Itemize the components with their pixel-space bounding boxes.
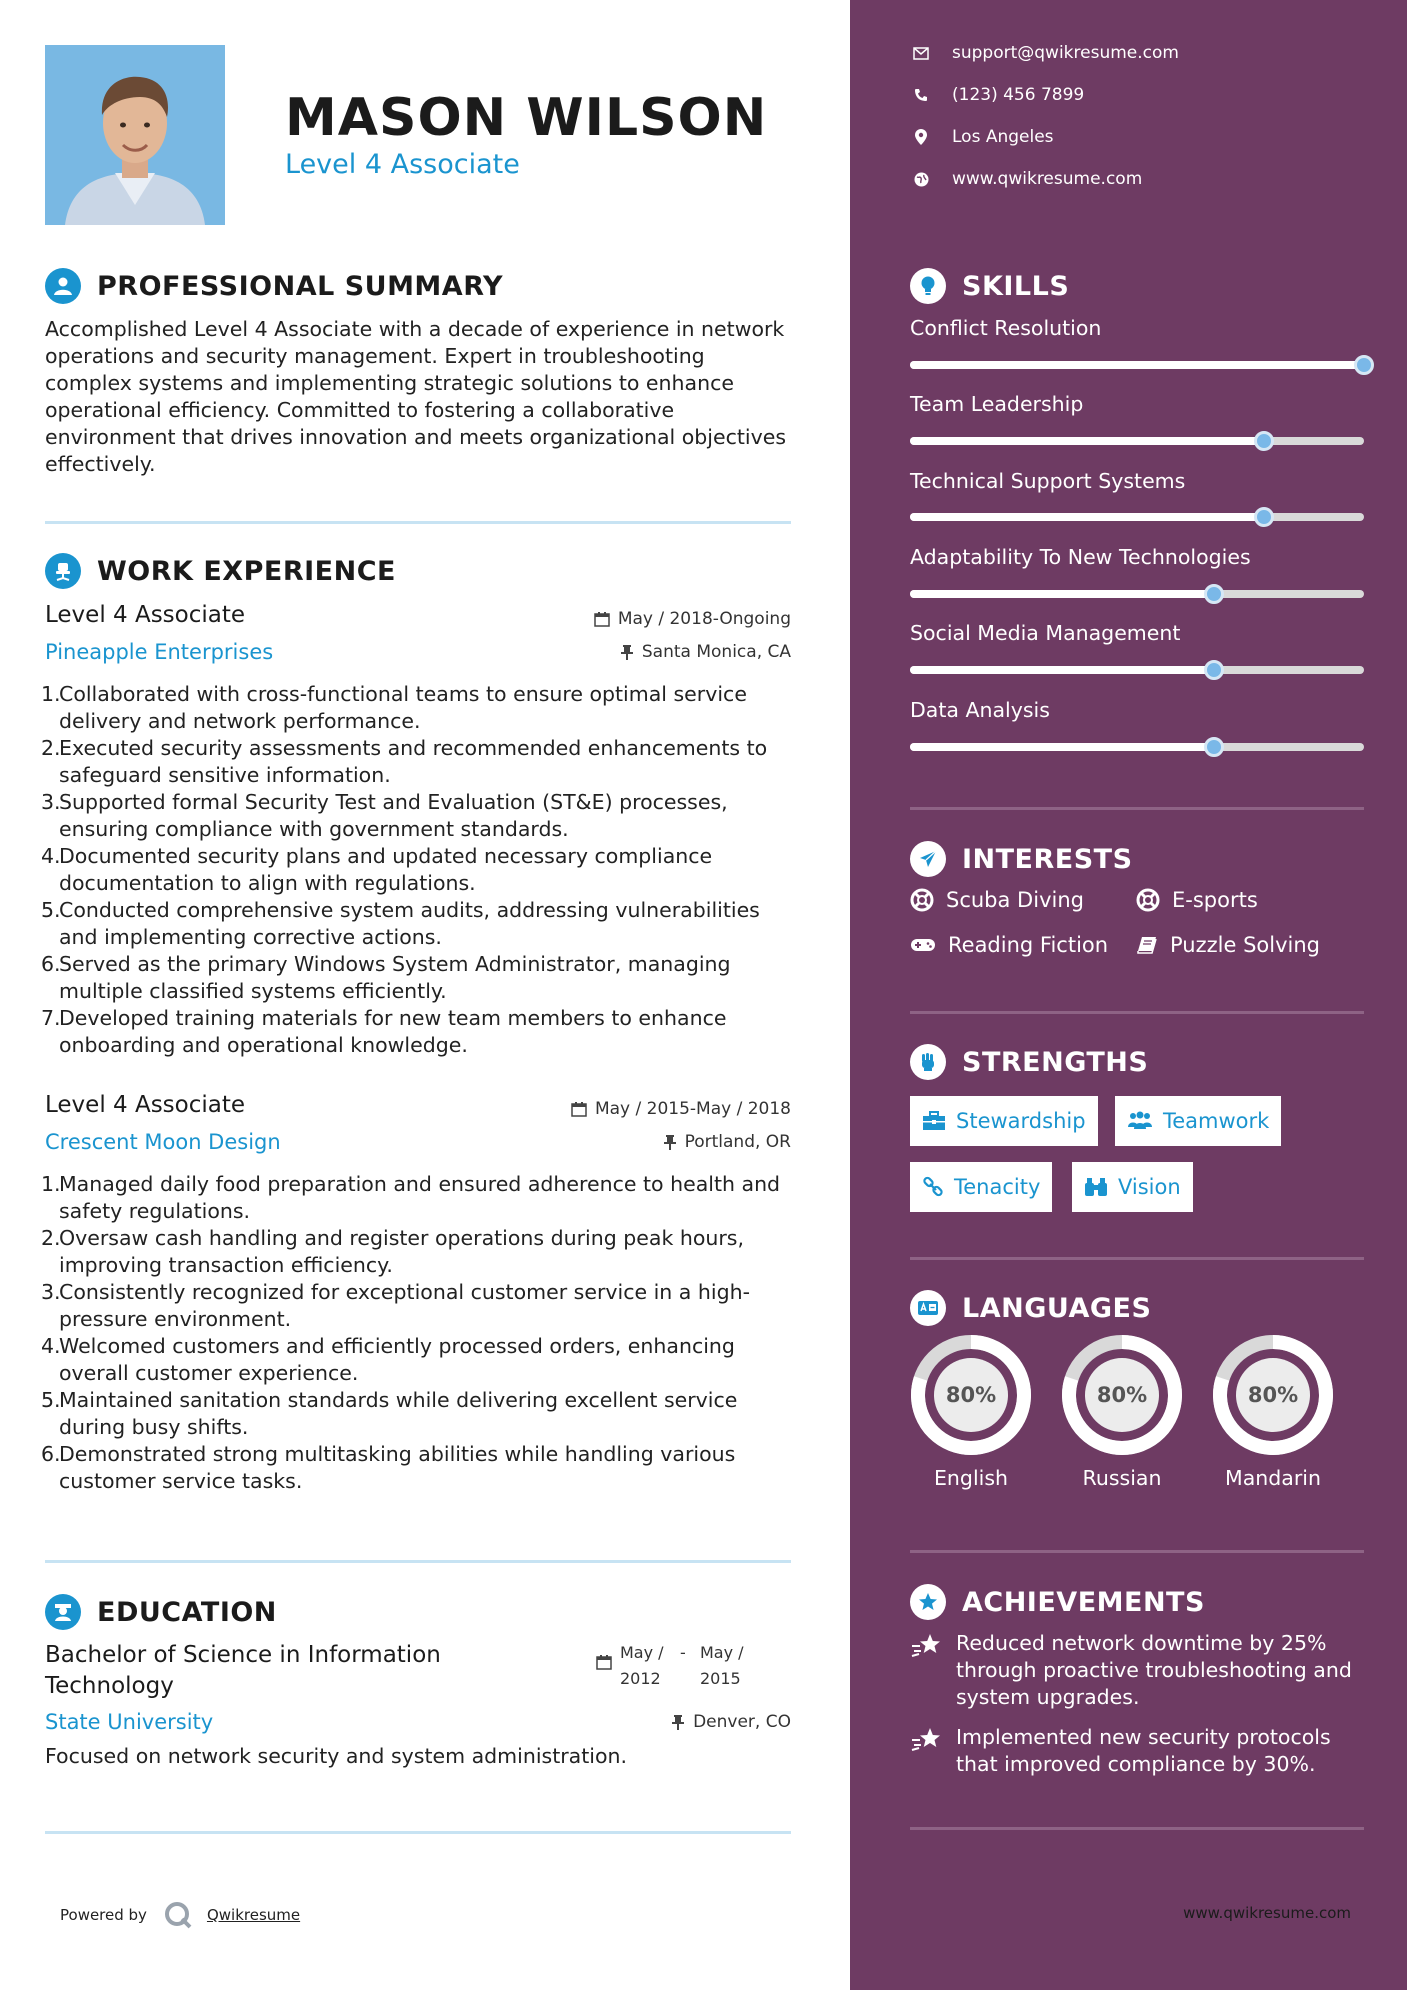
list-item: 6. Demonstrated strong multitasking abilities while handling various customer service tasks. [41,1442,736,1493]
section-divider [45,1831,791,1834]
skill-name: Conflict Resolution [910,316,1102,340]
education-heading [45,1594,277,1630]
language-item [1061,1334,1183,1490]
summary-text: Accomplished Level 4 Associate with a decade of experience in network operations and security management. Expert in troubleshooting complex systems and implementing strategic solutions to enhance operational efficiency. Committed to fostering a collaborative environment that drives innovation and meets organizational objectives effectively. [45,317,787,476]
skill-bar [910,666,1364,674]
job-title: Level 4 Associate [45,602,246,628]
list-item: 7. Developed training materials for new team members to enhance onboarding and operational knowledge. [41,1006,727,1057]
language-percent: 80% [1096,1383,1148,1407]
gamepad-icon [910,936,936,954]
star-icon [910,1584,946,1620]
skill-name: Adaptability To New Technologies [910,545,1251,569]
list-item: 1. Managed daily food preparation and ensured adherence to health and safety regulations. [41,1172,781,1223]
skill-name: Team Leadership [910,392,1084,416]
strength-chip [910,1096,1098,1146]
phone-text: (123) 456 7899 [952,85,1085,105]
users-icon [1127,1111,1153,1131]
candidate-name: MASON WILSON [285,88,768,148]
achievement-text: Implemented new security protocols that improved compliance by 30%. [956,1725,1331,1776]
interest-item [910,933,1108,957]
section-divider [910,1827,1364,1830]
job-location [620,642,791,662]
job-location [663,1132,791,1152]
contact-location [910,127,1054,147]
strength-chip [1115,1096,1281,1146]
footer-website[interactable]: www.qwikresume.com [1183,1904,1351,1922]
language-item [1212,1334,1334,1490]
contact-email [910,43,1179,63]
sidebar [850,0,1407,1990]
profile-photo [45,45,225,225]
language-percent: 80% [1247,1383,1299,1407]
briefcase-icon [922,1111,946,1131]
link-icon [922,1176,944,1198]
summary-heading [45,268,503,304]
user-icon [45,268,81,304]
education-separator: - [680,1643,686,1662]
job-location-text: Portland, OR [684,1132,791,1152]
achievements-heading [910,1584,1205,1620]
contact-phone [910,85,1084,105]
brand-link[interactable]: Qwikresume [206,1906,301,1924]
list-item: 2. Executed security assessments and recommended enhancements to safeguard sensitive information. [41,736,768,787]
section-divider [910,1550,1364,1553]
office-chair-icon [45,553,81,589]
list-item: 1. Collaborated with cross-functional teams to ensure optimal service delivery and network performance. [41,682,747,733]
degree-title: Bachelor of Science in Information Technology [45,1642,441,1699]
languages-title: LANGUAGES [962,1292,1152,1324]
lightbulb-icon [910,268,946,304]
skill-name: Social Media Management [910,621,1181,645]
education-title: EDUCATION [97,1596,277,1628]
binoculars-icon [1084,1177,1108,1197]
lifebuoy-icon [1136,888,1160,912]
skill-bar [910,437,1364,445]
envelope-icon [913,47,929,60]
education-end: May / 2015 [700,1643,744,1688]
experience-heading [45,553,396,589]
language-percent: 80% [945,1383,997,1407]
strengths-heading [910,1044,1148,1080]
list-item: 3. Consistently recognized for exceptional customer service in a high-pressure environment. [41,1280,750,1331]
school-name: State University [45,1710,214,1734]
list-item: 3. Supported formal Security Test and Evaluation (ST&E) processes, ensuring compliance with government standards. [41,790,728,841]
education-location [671,1712,791,1732]
achievements-title: ACHIEVEMENTS [962,1586,1205,1618]
list-item: 6. Served as the primary Windows System Administrator, managing multiple classified systems efficiently. [41,952,731,1003]
language-name: Russian [1082,1466,1162,1490]
contact-website [910,169,1142,189]
list-item: 4. Documented security plans and updated necessary compliance documentation to align with regulations. [41,844,713,895]
globe-icon [914,172,929,187]
skills-heading [910,268,1069,304]
pin-icon [671,1714,685,1730]
language-item [910,1334,1032,1490]
achievement-text: Reduced network downtime by 25% through proactive troubleshooting and system upgrades. [956,1631,1352,1709]
skill-bar [910,513,1364,521]
website-text[interactable]: www.qwikresume.com [952,169,1143,189]
paper-plane-icon [910,841,946,877]
job-company: Pineapple Enterprises [45,640,274,664]
interest-item [1136,933,1320,957]
languages-heading [910,1290,1151,1326]
list-item: 5. Conducted comprehensive system audits, addressing vulnerabilities and implementing corrective actions. [41,898,760,949]
experience-title: WORK EXPERIENCE [97,555,396,587]
job-dates [594,609,791,629]
strengths-title: STRENGTHS [962,1046,1149,1078]
shooting-star-icon [910,1632,944,1660]
job-dates-text: May / 2015-May / 2018 [594,1099,791,1119]
interest-item [910,888,1084,912]
skill-knob [1204,737,1224,757]
skill-name: Data Analysis [910,698,1050,722]
list-item: 4. Welcomed customers and efficiently processed orders, enhancing overall customer experience. [41,1334,735,1385]
skill-name: Technical Support Systems [910,469,1186,493]
location-text: Los Angeles [952,127,1054,147]
interest-label: Puzzle Solving [1170,933,1320,957]
fist-icon [910,1044,946,1080]
job-dates-text: May / 2018-Ongoing [617,609,791,629]
skill-knob [1254,431,1274,451]
powered-by-label: Powered by [60,1906,147,1924]
section-divider [910,1011,1364,1014]
phone-icon [914,88,928,102]
section-divider [910,1257,1364,1260]
interest-label: Reading Fiction [948,933,1109,957]
education-location-text: Denver, CO [693,1712,791,1732]
email-text[interactable]: support@qwikresume.com [952,43,1179,63]
strength-label: Teamwork [1163,1109,1270,1133]
skill-knob [1354,355,1374,375]
pin-icon [620,644,634,660]
skill-knob [1204,660,1224,680]
interest-item [1136,888,1258,912]
interests-heading [910,841,1133,877]
strength-label: Vision [1118,1175,1181,1199]
language-name: Mandarin [1225,1466,1321,1490]
skills-title: SKILLS [962,270,1070,302]
education-start: May / 2012 [620,1643,664,1688]
list-item: 5. Maintained sanitation standards while delivering excellent service during busy shifts. [41,1388,738,1439]
calendar-icon [571,1101,587,1117]
job-duties [41,681,795,1059]
candidate-title: Level 4 Associate [285,149,520,180]
interest-label: E-sports [1172,888,1258,912]
job-title: Level 4 Associate [45,1092,246,1118]
lifebuoy-icon [910,888,934,912]
section-divider [45,1560,791,1563]
book-icon [1136,935,1158,955]
job-duties [41,1171,795,1495]
person-portrait-icon [45,45,225,225]
strength-label: Stewardship [956,1109,1086,1133]
job-location-text: Santa Monica, CA [641,642,791,662]
calendar-icon [596,1654,612,1670]
map-marker-icon [915,129,927,145]
achievement-item [910,1630,1370,1711]
calendar-icon [594,611,610,627]
strength-chip [910,1162,1052,1212]
interests-title: INTERESTS [962,843,1133,875]
powered-by [60,1900,300,1930]
achievement-item [910,1724,1370,1778]
job-company: Crescent Moon Design [45,1130,281,1154]
skill-bar [910,743,1364,751]
education-dates [596,1640,760,1692]
skill-bar [910,361,1364,369]
summary-title: PROFESSIONAL SUMMARY [97,270,504,302]
language-name: English [933,1466,1009,1490]
qwikresume-logo-icon [163,1900,193,1930]
section-divider [910,807,1364,810]
section-divider [45,521,791,524]
pin-icon [663,1134,677,1150]
list-item: 2. Oversaw cash handling and register operations during peak hours, improving transaction efficiency. [41,1226,744,1277]
skill-knob [1254,507,1274,527]
strength-chip [1072,1162,1193,1212]
strength-label: Tenacity [954,1175,1041,1199]
shooting-star-icon [910,1726,944,1754]
skill-bar [910,590,1364,598]
translate-icon [910,1290,946,1326]
skill-knob [1204,584,1224,604]
graduate-icon [45,1594,81,1630]
job-dates [571,1099,791,1119]
interest-label: Scuba Diving [946,888,1084,912]
education-description: Focused on network security and system administration. [45,1744,628,1768]
